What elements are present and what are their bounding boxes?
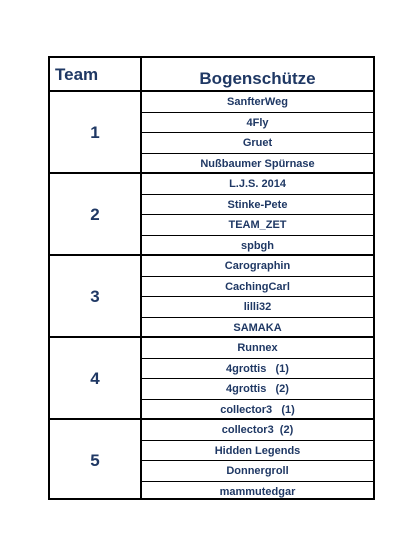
member-cell: mammutedgar [219,485,296,498]
member-cell: spbgh [241,239,274,252]
member-cell: Hidden Legends [142,441,373,462]
team-group-4 [50,338,373,420]
team-number: 1 [90,123,100,142]
team-number: 4 [90,369,100,388]
team-group-3 [50,256,373,338]
member-cell: Stinke-Pete [142,195,373,216]
team-members [142,420,373,502]
team-table [48,56,375,500]
team-members [142,256,373,338]
team-members [142,92,373,174]
team-number: 2 [90,205,100,224]
member-cell: Nußbaumer Spürnase [200,157,315,170]
team-group-1 [50,92,373,174]
member-cell: Runnex [142,338,373,359]
member-cell: TEAM_ZET [142,215,373,236]
member-cell: CachingCarl [142,277,373,298]
team-group-2 [50,174,373,256]
member-cell: Carographin [142,256,373,277]
member-cell: lilli32 [142,297,373,318]
member-cell: L.J.S. 2014 [142,174,373,195]
team-members [142,174,373,256]
team-members [142,338,373,420]
team-group-5 [50,420,373,502]
header-team: Team [55,65,99,84]
member-cell: 4Fly [142,113,373,134]
team-number: 5 [90,451,100,470]
member-cell: collector3 (2) [142,420,373,441]
member-cell: Gruet [142,133,373,154]
table-header [50,58,373,92]
member-cell: 4grottis (1) [142,359,373,380]
member-cell: collector3 (1) [220,403,295,416]
member-cell: SanfterWeg [142,92,373,113]
member-cell: Donnergroll [142,461,373,482]
team-number: 3 [90,287,100,306]
member-cell: SAMAKA [233,321,282,334]
member-cell: 4grottis (2) [142,379,373,400]
header-archer: Bogenschütze [199,69,316,88]
